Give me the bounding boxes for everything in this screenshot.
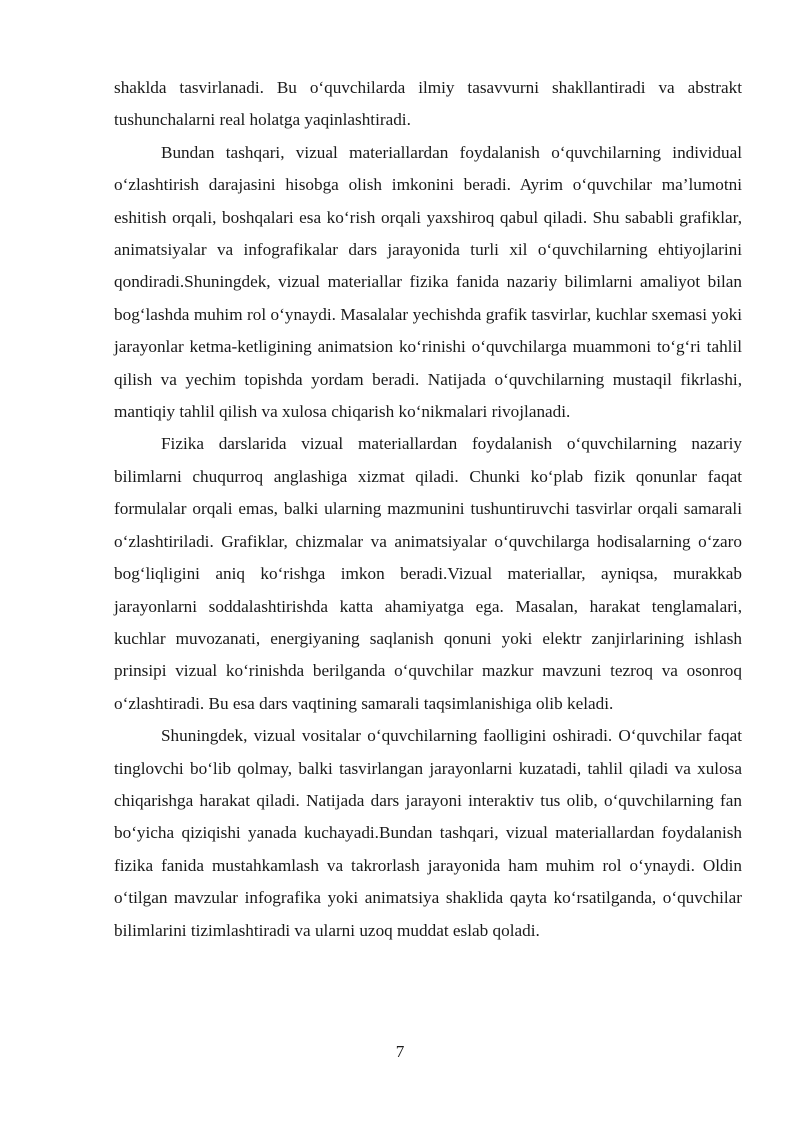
paragraph: Bundan tashqari, vizual materiallardan foydalanish o‘quvchilarning individual o‘zlashtirish darajasini hisobga olish imkonini beradi. Ayrim o‘quvchilar ma’lumotni eshitish orqali, boshqalari esa ko‘rish orqali yaxshiroq qabul qiladi. Shu sababli grafiklar, animatsiyalar va infografikalar dars jarayonida turli xil o‘quvchilarning ehtiyojlarini qondiradi.Shuningdek, vizual materiallar fizika fanida nazariy bilimlarni amaliyot bilan bog‘lashda muhim rol o‘ynaydi. Masalalar yechishda grafik tasvirlar, kuchlar sxemasi yoki jarayonlar ketma-ketligining animatsion ko‘rinishi o‘quvchilarga muammoni to‘g‘ri tahlil qilish va yechim topishda yordam beradi. Natijada o‘quvchilarning mustaqil fikrlashi, mantiqiy tahlil qilish va xulosa chiqarish ko‘nikmalari rivojlanadi. (114, 142, 742, 422)
paragraph-continuation: shaklda tasvirlanadi. Bu o‘quvchilarda ilmiy tasavvurni shakllantiradi va abstrakt tushunchalarni real holatga yaqinlashtiradi. (114, 78, 742, 130)
body-text (114, 72, 742, 947)
page-number: 7 (395, 1042, 405, 1061)
paragraph: Fizika darslarida vizual materiallardan foydalanish o‘quvchilarning nazariy bilimlarni chuqurroq anglashiga xizmat qiladi. Chunki ko‘plab fizik qonunlar faqat formulalar orqali emas, balki ularning mazmunini tushuntiruvchi tasvirlar orqali samarali o‘zlashtiriladi. Grafiklar, chizmalar va animatsiyalar o‘quvchilarga hodisalarning o‘zaro bog‘liqligini aniq ko‘rishga imkon beradi.Vizual materiallar, ayniqsa, murakkab jarayonlarni soddalashtirishda katta ahamiyatga ega. Masalan, harakat tenglamalari, kuchlar muvozanati, energiyaning saqlanish qonuni yoki elektr zanjirlarining ishlash prinsipi vizual ko‘rinishda berilganda o‘quvchilar mazkur mavzuni tezroq va osonroq o‘zlashtiradi. Bu esa dars vaqtining samarali taqsimlanishiga olib keladi. (114, 434, 742, 713)
paragraph: Shuningdek, vizual vositalar o‘quvchilarning faolligini oshiradi. O‘quvchilar faqat tinglovchi bo‘lib qolmay, balki tasvirlangan jarayonlarni kuzatadi, tahlil qiladi va xulosa chiqarishga harakat qiladi. Natijada dars jarayoni interaktiv tus olib, o‘quvchilarning fan bo‘yicha qiziqishi yanada kuchayadi.Bundan tashqari, vizual materiallardan foydalanish fizika fanida mustahkamlash va takrorlash jarayonida ham muhim rol o‘ynaydi. Oldin o‘tilgan mavzular infografika yoki animatsiya shaklida qayta ko‘rsatilganda, o‘quvchilar bilimlarini tizimlashtiradi va ularni uzoq muddat eslab qoladi. (114, 726, 742, 940)
